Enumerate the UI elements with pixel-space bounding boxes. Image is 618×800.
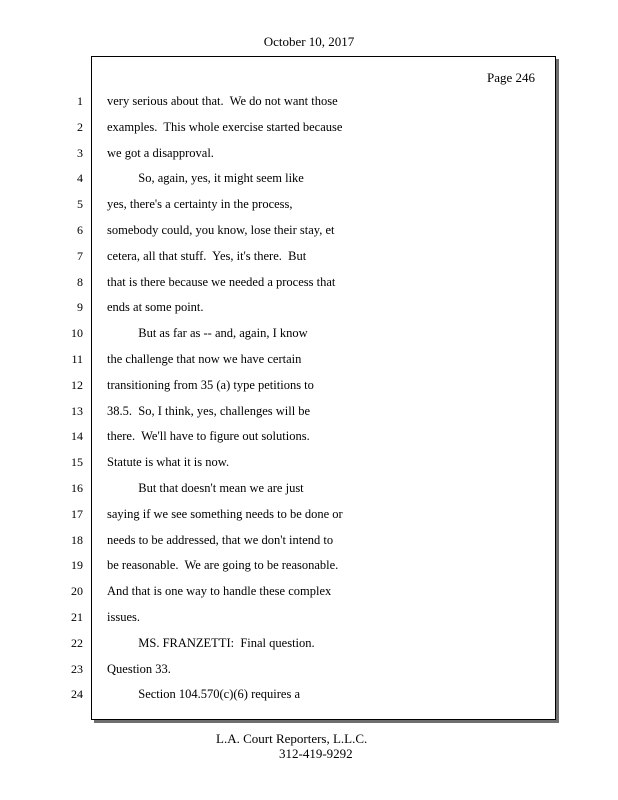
line-number: 3 [77,145,83,160]
line-number: 16 [71,480,83,495]
transcript-line: So, again, yes, it might seem like [107,171,304,186]
transcript-line: be reasonable. We are going to be reasonable. [107,558,339,573]
line-number: 5 [77,197,83,212]
transcript-line: very serious about that. We do not want those [107,94,338,108]
line-number: 1 [77,94,83,108]
transcript-line: MS. FRANZETTI: Final question. [107,635,315,650]
line-number: 12 [71,377,83,392]
transcript-line: cetera, all that stuff. Yes, it's there. But [107,248,307,263]
line-number: 14 [71,429,83,444]
line-number: 22 [71,635,83,650]
line-number: 11 [71,351,83,366]
line-number: 2 [77,119,83,134]
transcript-line: examples. This whole exercise started because [107,119,343,134]
line-number-column [58,93,83,712]
transcript-line: that is there because we needed a process that [107,274,336,289]
line-number: 9 [77,300,83,315]
line-number: 13 [71,403,83,418]
transcript-line: Statute is what it is now. [107,455,230,470]
line-number: 19 [71,558,83,573]
transcript-line: there. We'll have to figure out solutions. [107,429,310,444]
transcript-text-column [107,93,547,712]
line-number: 6 [77,222,83,237]
transcript-line: 38.5. So, I think, yes, challenges will be [107,403,311,418]
transcript-line: saying if we see something needs to be done or [107,506,343,521]
transcript-line: yes, there's a certainty in the process, [107,197,293,212]
transcript-line: But as far as -- and, again, I know [107,326,308,341]
transcript-line: But that doesn't mean we are just [107,480,304,495]
line-number: 10 [71,326,83,341]
transcript-line: issues. [107,609,140,624]
transcript-line: Section 104.570(c)(6) requires a [107,687,300,702]
transcript-line: transitioning from 35 (a) type petitions to [107,377,314,392]
footer-company: L.A. Court Reporters, L.L.C. [216,731,368,746]
page-number: Page 246 [487,70,536,85]
transcript-line: we got a disapproval. [107,145,214,160]
line-number: 24 [71,687,83,702]
transcript-line: needs to be addressed, that we don't intend to [107,532,334,547]
line-number: 20 [71,584,83,599]
transcript-line: And that is one way to handle these complex [107,584,332,599]
line-number: 8 [77,274,83,289]
transcript-line: somebody could, you know, lose their stay, et [107,222,335,237]
transcript-line: Question 33. [107,661,171,676]
line-number: 7 [77,248,83,263]
header-date: October 10, 2017 [263,34,355,49]
transcript-line: ends at some point. [107,300,204,315]
footer-phone: 312-419-9292 [279,746,353,761]
line-number: 21 [71,609,83,624]
line-number: 4 [77,171,83,186]
line-number: 15 [71,455,83,470]
line-number: 23 [71,661,83,676]
line-number: 18 [71,532,83,547]
transcript-line: the challenge that now we have certain [107,351,302,366]
line-number: 17 [71,506,83,521]
